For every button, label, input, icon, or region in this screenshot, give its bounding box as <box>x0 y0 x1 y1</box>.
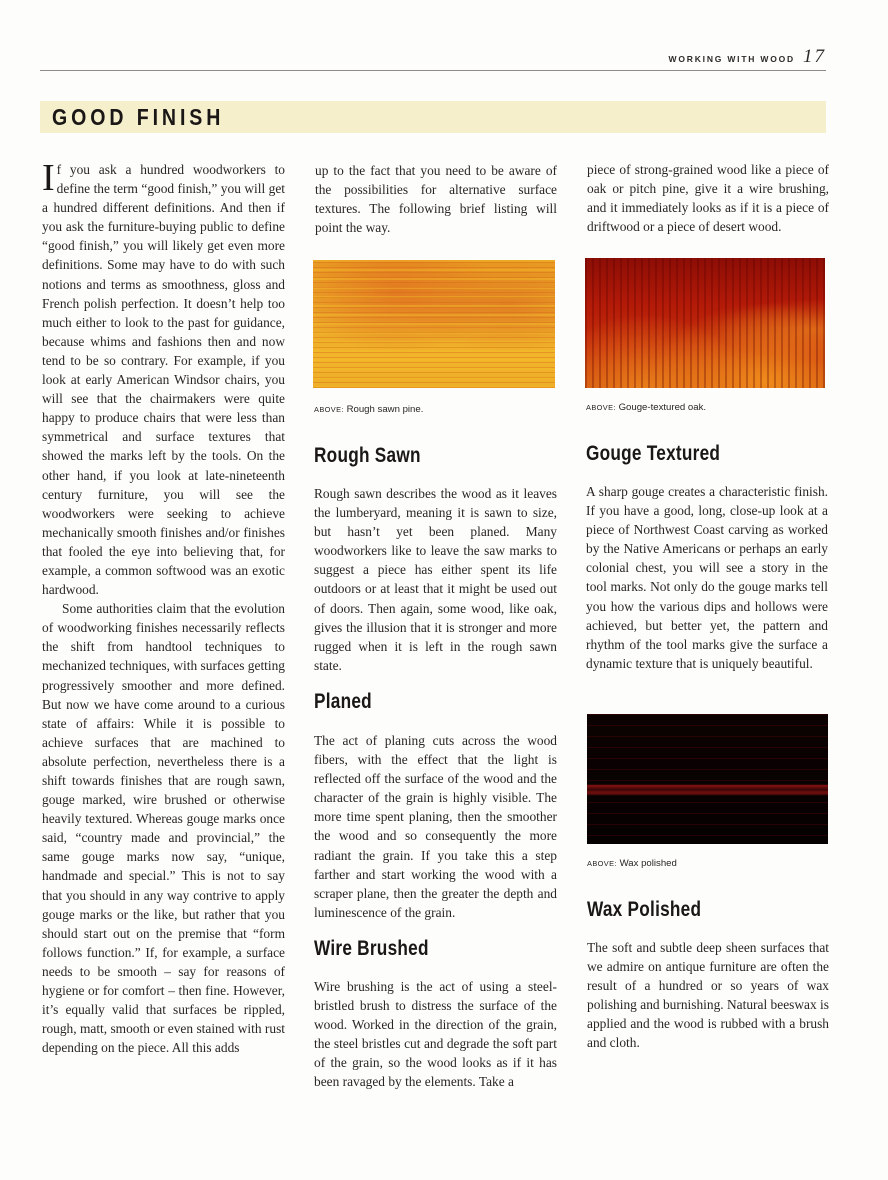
intro-paragraph-1 <box>42 157 285 599</box>
gouge-textured-oak-photo <box>585 258 825 388</box>
column-3-continuation <box>587 160 829 236</box>
wax-polished-heading: Wax Polished <box>587 898 702 921</box>
wire-brushed-heading: Wire Brushed <box>314 937 429 960</box>
planed-heading: Planed <box>314 690 372 713</box>
header-rule <box>40 70 826 71</box>
intro-paragraph-2: Some authorities claim that the evolution of woodworking finishes necessarily reflects the shift from handtool techniques to mechanized techniques, with surfaces getting progressively smoother and more defined. But now we have come around to a curious state of affairs: While it is possible to achieve surfaces that are machined to absolute perfection, nevertheless there is a shift towards finishes that are rough sawn, gouge marked, wire brushed or otherwise heavily textured. Whereas gouge marks once said, “country made and provincial,” the same gouge marks now say, “unique, handmade and special.” This is not to say that you should in any way contrive to apply gouge marks or the like, but rather that you should start out on the premise that “form follows function.” If, for example, a surface needs to be smooth – say for reasons of hygiene or for comfort – then fine. However, it’s equally valid that surfaces be rippled, rough, matt, smooth or even stained with rust depending on the piece. All this adds <box>42 601 285 1056</box>
caption-text: Gouge-textured oak. <box>615 402 707 413</box>
gouge-textured-body: A sharp gouge creates a characteristic finish. If you have a good, long, close-up look at a piece of Northwest Coast carving as worked by the Native Americans or perhaps an early colonial chest, you will see a story in the tool marks. Not only do the gouge marks tell you how the various dips and hollows were achieved, but better yet, the pattern and rhythm of the tool marks give the surface a dynamic texture that is uniquely beautiful. <box>586 484 828 671</box>
column-2-intro <box>315 161 557 237</box>
intro-paragraph-1-text: f you ask a hundred woodworkers to define the term “good finish,” you will get a hundred different definitions. And then if you ask the furniture-buying public to define “good finish,” you will likely get even more definitions. Some may have to do with such notions and terms as smoothness, gloss and French polish perfection. It doesn’t help too much either to look to the past for guidance, because whims and fashions then and now tend to be so contrary. For example, if you look at early American Windsor chairs, you will see that the chairmakers were quite happy to produce chairs that were less than symmetrical and surface textures that showed the marks left by the tools. On the other hand, if you look at late-nineteenth century furniture, you will see the woodworkers were seeking to achieve mechanically smooth finishes and/or finishes that fooled the eye into believing that, for example, a common softwood was an exotic hardwood. <box>42 162 285 598</box>
caption-lead: ABOVE: <box>314 405 344 414</box>
rough-sawn-body: Rough sawn describes the wood as it leaves the lumberyard, meaning it is sawn to size, but hasn’t yet been planed. Many woodworkers like to leave the saw marks to suggest a piece has either spent its life outdoors or at least that it might be used out of doors. Then again, some wood, like oak, gives the illusion that it is stronger and more rugged when it is left in the rough sawn state. <box>314 486 557 673</box>
wax-polished-caption <box>587 858 677 869</box>
caption-text: Rough sawn pine. <box>343 404 424 415</box>
page-number: 17 <box>803 46 826 67</box>
intro-continuation: up to the fact that you need to be aware of the possibilities for alternative surface textures. The following brief listing will point the way. <box>315 163 557 236</box>
caption-lead: ABOVE: <box>586 403 616 412</box>
running-head <box>669 46 826 68</box>
running-head-section: WORKING WITH WOOD <box>668 54 795 64</box>
planed-body: The act of planing cuts across the wood fibers, with the effect that the light is reflected off the surface of the wood and the character of the grain is highly visible. The more time spent planing, then the smoother the wood and so consequently the more radiant the grain. If you take this a step farther and start working the wood with a scraper plane, then the greater the depth and luminescence of the grain. <box>314 733 557 920</box>
wax-polished-photo <box>587 714 828 844</box>
wire-brushed-body: Wire brushing is the act of using a steel-bristled brush to distress the surface of the wood. Worked in the direction of the grain, the steel bristles cut and degrade the soft part of the grain, so the wood looks as if it has been ravaged by the elements. Take a <box>314 979 557 1090</box>
wax-polished-body: The soft and subtle deep sheen surfaces that we admire on antique furniture are often the result of a hundred or so years of wax polishing and burnishing. Natural beeswax is applied and the wood is rubbed with a brush and cloth. <box>587 940 829 1051</box>
rough-sawn-pine-photo <box>313 260 555 388</box>
wire-brushed-continuation: piece of strong-grained wood like a piece of oak or pitch pine, give it a wire brushing, and it immediately looks as if it is a piece of driftwood or a piece of desert wood. <box>587 162 829 235</box>
column-1 <box>42 157 285 1057</box>
rough-sawn-heading: Rough Sawn <box>314 444 421 467</box>
gouge-textured-caption <box>586 402 706 413</box>
rough-sawn-caption <box>314 404 423 415</box>
caption-text: Wax polished <box>616 858 677 869</box>
gouge-textured-heading: Gouge Textured <box>586 442 721 465</box>
caption-lead: ABOVE: <box>587 859 617 868</box>
drop-cap: I <box>42 157 55 199</box>
title-band <box>40 101 826 133</box>
page-title: GOOD FINISH <box>52 104 225 130</box>
